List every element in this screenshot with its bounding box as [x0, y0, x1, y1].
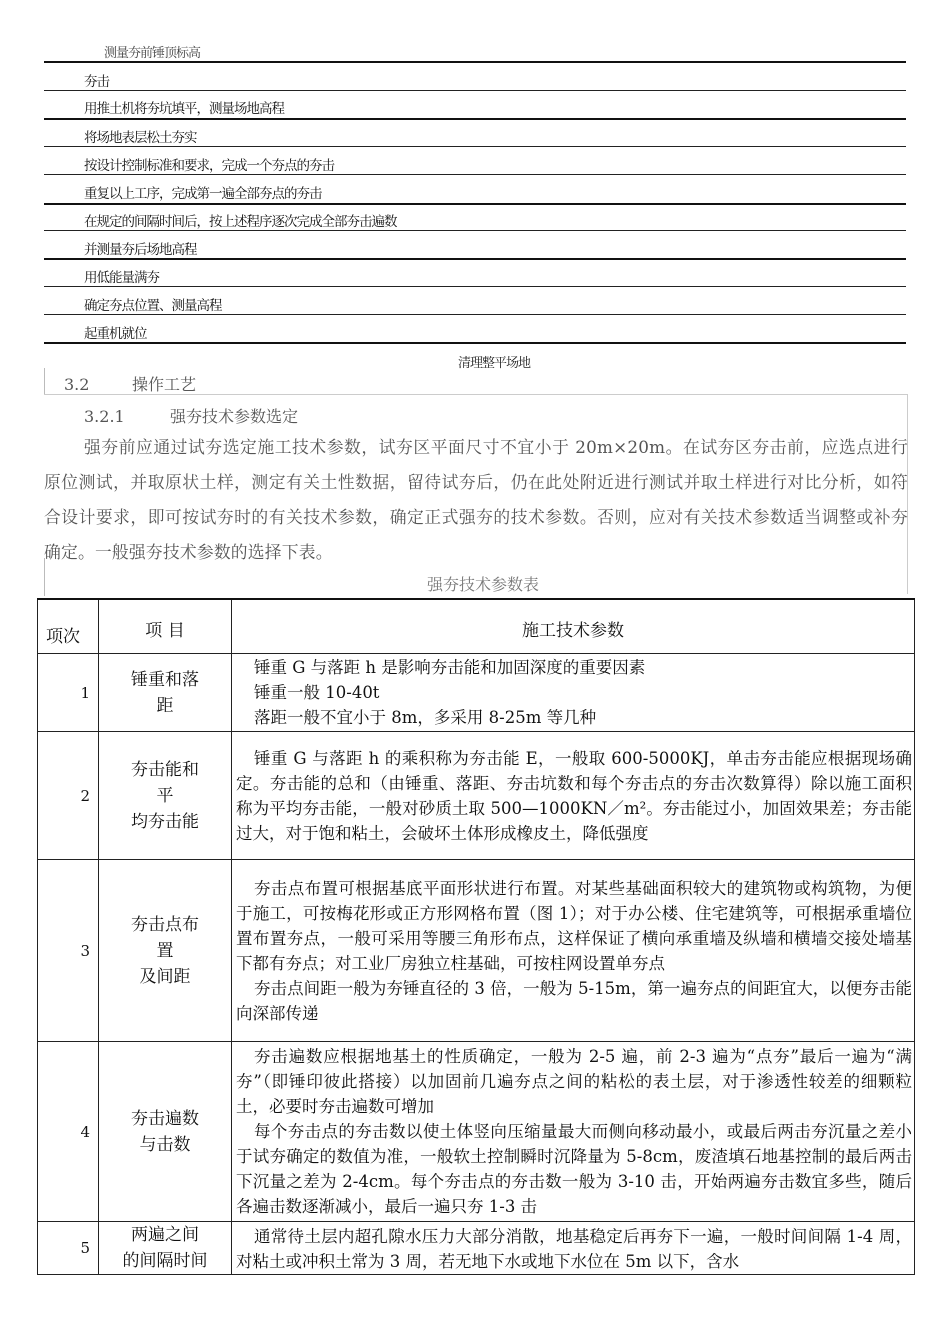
row-item: [99, 654, 232, 732]
flow-step: 确定夯点位置、测量高程: [84, 298, 222, 314]
row-item: [99, 1222, 232, 1275]
flow-divider: [44, 258, 906, 260]
row-params: [232, 1222, 915, 1275]
param-text: 每个夯击点的夯击数以使土体竖向压缩量最大而侧向移动最小，或最后两击夯沉量之差小于试夯确定的数值为准，一般软土控制瞬时沉降量为 5-8cm，废渣填石地基控制的最后两击下沉量之差为 2-4cm。每个夯击点的夯击数一般为 3-10 击，开始两遍夯击数宜多些，随后各遍击数逐渐减小，最后一遍只夯 1-3 击: [236, 1122, 912, 1216]
header-item: 项 目: [99, 599, 232, 654]
item-line: 置: [156, 940, 174, 961]
section-number: 3.2: [64, 375, 90, 394]
item-line: 的间隔时间: [122, 1251, 208, 1271]
flow-step: 起重机就位: [84, 326, 147, 342]
row-params: [232, 732, 915, 860]
section-heading: [64, 372, 196, 395]
parameter-table: [37, 598, 915, 1275]
item-line: 及间距: [139, 966, 191, 987]
row-item: [99, 1042, 232, 1222]
header-no: 项次: [38, 599, 99, 654]
item-line: 平: [156, 785, 174, 806]
param-text: 锤重 G 与落距 h 是影响夯击能和加固深度的重要因素: [254, 658, 646, 677]
flow-divider: [44, 286, 906, 287]
section-title: 操作工艺: [132, 375, 197, 394]
table-caption: 强夯技术参数表: [427, 575, 540, 594]
param-text: 夯击遍数应根据地基土的性质确定，一般为 2-5 遍，前 2-3 遍为“点夯”最后一遍为“满夯”（即锤印彼此搭接）以加固前几遍夯点之间的粘松的表土层，对于渗透性较差的细颗粒土，必要时夯击遍数可增加: [236, 1047, 912, 1116]
param-text: 夯击点布置可根据基底平面形状进行布置。对某些基础面积较大的建筑物或构筑物，为便于施工，可按梅花形或正方形网格布置（图 1）；对于办公楼、住宅建筑等，可根据承重墙位置布置夯点，一般可采用等腰三角形布点，这样保证了横向承重墙及纵墙和横墙交接处墙基下都有夯点；对工业厂房独立柱基础，可按柱网设置单夯点: [236, 878, 912, 973]
row-no: 4: [38, 1042, 99, 1222]
param-text: 夯击点间距一般为夯锤直径的 3 倍，一般为 5-15m，第一遍夯点的间距宜大，以便夯击能向深部传递: [236, 978, 912, 1023]
item-line: 与击数: [139, 1134, 191, 1155]
row-params: [232, 860, 915, 1042]
param-text: 通常待土层内超孔隙水压力大部分消散，地基稳定后再夯下一遍，一般时间间隔 1-4 周，对粘土或冲积土常为 3 周，若无地下水或地下水位在 5m 以下，含水: [236, 1227, 912, 1271]
flow-divider: [44, 314, 906, 315]
flow-divider: [44, 203, 906, 205]
flow-top-label: 测量夯前锤顶标高: [104, 46, 201, 61]
item-line: 夯击能和: [131, 759, 199, 780]
row-no: 3: [38, 860, 99, 1042]
flow-bottom-label: 清理整平场地: [458, 356, 531, 371]
item-line: 距: [156, 695, 174, 716]
item-line: 两遍之间: [131, 1225, 199, 1245]
param-text: 锤重一般 10-40t: [254, 683, 380, 702]
table-row: [38, 732, 915, 860]
table-row: [38, 654, 915, 732]
flow-step: 夯击: [84, 74, 109, 90]
table-header-row: [38, 599, 915, 654]
item-line: 夯击遍数: [131, 1108, 199, 1129]
row-no: 5: [38, 1222, 99, 1275]
subsection-heading: [84, 404, 298, 427]
row-no: 1: [38, 654, 99, 732]
param-text: 锤重 G 与落距 h 的乘积称为夯击能 E，一般取 600-5000KJ，单击夯击能应根据现场确定。夯击能的总和（由锤重、落距、夯击坑数和每个夯击点的夯击次数算得）除以施工面积称为平均夯击能，一般对砂质土取 500—1000KN／m²。夯击能过小，加固效果差；夯击能过大，对于饱和粘土，会破坏土体形成橡皮土，降低强度: [236, 748, 912, 843]
flow-divider: [44, 146, 906, 147]
row-item: [99, 860, 232, 1042]
flow-step: 用低能量满夯: [84, 270, 159, 286]
flow-step: 将场地表层松土夯实: [84, 130, 197, 146]
flow-divider: [44, 230, 906, 231]
flow-divider: [44, 118, 906, 120]
subsection-title: 强夯技术参数选定: [170, 407, 299, 426]
flow-step: 用推土机将夯坑填平，测量场地高程: [84, 101, 284, 117]
param-text: 落距一般不宜小于 8m，多采用 8-25m 等几种: [254, 708, 597, 727]
flow-divider: [44, 342, 906, 344]
flow-divider: [44, 61, 906, 63]
row-item: [99, 732, 232, 860]
flow-step: 按设计控制标准和要求，完成一个夯点的夯击: [84, 158, 334, 174]
header-param: 施工技术参数: [232, 599, 915, 654]
flow-step: 在规定的间隔时间后，按上述程序逐次完成全部夯击遍数: [84, 214, 397, 230]
row-params: [232, 654, 915, 732]
table-row: [38, 1042, 915, 1222]
row-params: [232, 1042, 915, 1222]
flow-step: 重复以上工序，完成第一遍全部夯点的夯击: [84, 186, 322, 202]
body-paragraph: 强夯前应通过试夯选定施工技术参数，试夯区平面尺寸不宜小于 20m×20m。在试夯区夯击前，应选点进行原位测试，并取原状土样，测定有关土性数据，留待试夯后，仍在此处附近进行测试并取土样进行对比分析，如符合设计要求，即可按试夯时的有关技术参数，确定正式强夯的技术参数。否则，应对有关技术参数适当调整或补夯确定。一般强夯技术参数的选择下表。: [44, 437, 908, 562]
flow-divider: [44, 90, 906, 91]
flow-step: 并测量夯后场地高程: [84, 242, 197, 258]
table-row: [38, 1222, 915, 1275]
param-clip: [236, 1224, 912, 1272]
item-line: 锤重和落: [131, 669, 199, 690]
table-row: [38, 860, 915, 1042]
subsection-number: 3.2.1: [84, 407, 125, 426]
item-line: 均夯击能: [131, 811, 199, 832]
item-line: 夯击点布: [131, 914, 199, 935]
flow-divider: [44, 174, 906, 175]
frame-line: [44, 368, 45, 394]
row-no: 2: [38, 732, 99, 860]
